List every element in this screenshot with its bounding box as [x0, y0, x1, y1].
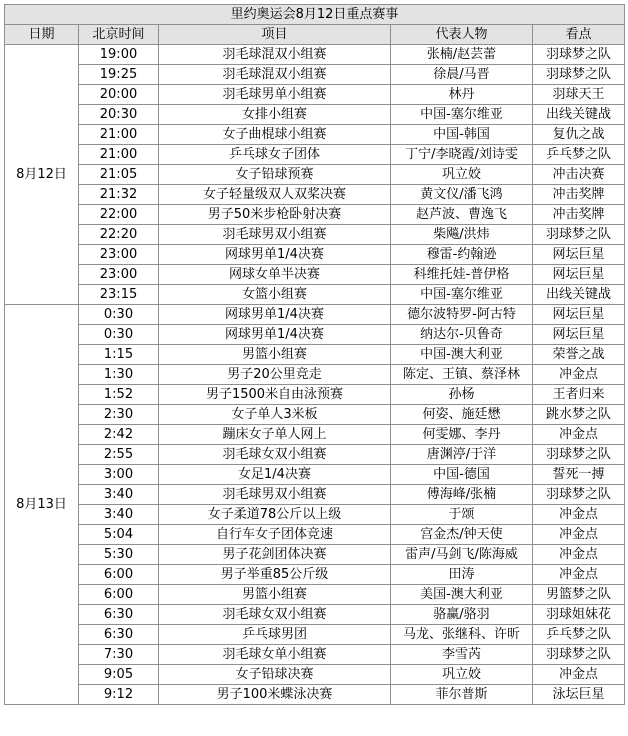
table-row	[5, 165, 625, 185]
time-cell: 22:00	[79, 205, 159, 225]
table-row	[5, 385, 625, 405]
table-row	[5, 325, 625, 345]
event-cell: 男子20公里竞走	[159, 365, 391, 385]
athletes-cell: 美国-澳大利亚	[391, 585, 533, 605]
athletes-cell: 傅海峰/张楠	[391, 485, 533, 505]
table-row	[5, 225, 625, 245]
header-row	[5, 25, 625, 45]
athletes-cell: 巩立姣	[391, 165, 533, 185]
event-cell: 男篮小组赛	[159, 585, 391, 605]
event-cell: 男子举重85公斤级	[159, 565, 391, 585]
event-cell: 男子50米步枪卧射决赛	[159, 205, 391, 225]
table-row	[5, 625, 625, 645]
event-cell: 女子轻量级双人双桨决赛	[159, 185, 391, 205]
highlight-cell: 男篮梦之队	[533, 585, 625, 605]
event-cell: 乒乓球男团	[159, 625, 391, 645]
table-row	[5, 245, 625, 265]
athletes-cell: 中国-德国	[391, 465, 533, 485]
highlight-cell: 羽球梦之队	[533, 485, 625, 505]
athletes-cell: 赵芦波、曹逸飞	[391, 205, 533, 225]
table-title: 里约奥运会8月12日重点赛事	[5, 5, 625, 25]
event-cell: 羽毛球女双小组赛	[159, 445, 391, 465]
highlight-cell: 冲击奖牌	[533, 205, 625, 225]
time-cell: 22:20	[79, 225, 159, 245]
time-cell: 6:30	[79, 605, 159, 625]
table-row	[5, 685, 625, 705]
athletes-cell: 中国-塞尔维亚	[391, 285, 533, 305]
table-row	[5, 345, 625, 365]
event-cell: 自行车女子团体竞速	[159, 525, 391, 545]
column-header-date: 日期	[5, 25, 79, 45]
highlight-cell: 出线关键战	[533, 285, 625, 305]
time-cell: 20:00	[79, 85, 159, 105]
table-row	[5, 105, 625, 125]
athletes-cell: 中国-塞尔维亚	[391, 105, 533, 125]
athletes-cell: 丁宁/李晓霞/刘诗雯	[391, 145, 533, 165]
athletes-cell: 穆雷-约翰逊	[391, 245, 533, 265]
highlight-cell: 羽球梦之队	[533, 65, 625, 85]
schedule-table	[4, 4, 625, 705]
table-row	[5, 545, 625, 565]
time-cell: 19:00	[79, 45, 159, 65]
event-cell: 女子铅球决赛	[159, 665, 391, 685]
event-cell: 网球男单1/4决赛	[159, 325, 391, 345]
date-cell: 8月12日	[5, 45, 79, 305]
highlight-cell: 王者归来	[533, 385, 625, 405]
highlight-cell: 羽球天王	[533, 85, 625, 105]
table-row	[5, 125, 625, 145]
athletes-cell: 黄文仪/潘飞鸿	[391, 185, 533, 205]
event-cell: 羽毛球混双小组赛	[159, 65, 391, 85]
column-header-athletes: 代表人物	[391, 25, 533, 45]
time-cell: 6:30	[79, 625, 159, 645]
table-row	[5, 305, 625, 325]
event-cell: 羽毛球女单小组赛	[159, 645, 391, 665]
time-cell: 7:30	[79, 645, 159, 665]
athletes-cell: 陈定、王镇、蔡泽林	[391, 365, 533, 385]
highlight-cell: 羽球梦之队	[533, 445, 625, 465]
column-header-event: 项目	[159, 25, 391, 45]
event-cell: 女足1/4决赛	[159, 465, 391, 485]
event-cell: 男子1500米自由泳预赛	[159, 385, 391, 405]
column-header-highlight: 看点	[533, 25, 625, 45]
table-row	[5, 445, 625, 465]
time-cell: 1:52	[79, 385, 159, 405]
highlight-cell: 羽球梦之队	[533, 225, 625, 245]
time-cell: 3:40	[79, 505, 159, 525]
event-cell: 羽毛球男双小组赛	[159, 485, 391, 505]
table-row	[5, 425, 625, 445]
athletes-cell: 林丹	[391, 85, 533, 105]
highlight-cell: 冲金点	[533, 565, 625, 585]
event-cell: 蹦床女子单人网上	[159, 425, 391, 445]
highlight-cell: 乒乓梦之队	[533, 625, 625, 645]
highlight-cell: 冲金点	[533, 545, 625, 565]
table-row	[5, 505, 625, 525]
event-cell: 羽毛球混双小组赛	[159, 45, 391, 65]
highlight-cell: 冲金点	[533, 505, 625, 525]
highlight-cell: 冲金点	[533, 425, 625, 445]
time-cell: 0:30	[79, 305, 159, 325]
event-cell: 男篮小组赛	[159, 345, 391, 365]
table-row	[5, 585, 625, 605]
event-cell: 网球男单1/4决赛	[159, 245, 391, 265]
table-row	[5, 665, 625, 685]
highlight-cell: 荣誉之战	[533, 345, 625, 365]
table-row	[5, 365, 625, 385]
time-cell: 9:12	[79, 685, 159, 705]
highlight-cell: 冲金点	[533, 665, 625, 685]
table-row	[5, 185, 625, 205]
highlight-cell: 羽球梦之队	[533, 45, 625, 65]
time-cell: 20:30	[79, 105, 159, 125]
title-row	[5, 5, 625, 25]
highlight-cell: 冲金点	[533, 365, 625, 385]
time-cell: 6:00	[79, 585, 159, 605]
highlight-cell: 网坛巨星	[533, 325, 625, 345]
time-cell: 19:25	[79, 65, 159, 85]
table-row	[5, 465, 625, 485]
time-cell: 21:00	[79, 125, 159, 145]
athletes-cell: 唐渊渟/于洋	[391, 445, 533, 465]
highlight-cell: 冲击决赛	[533, 165, 625, 185]
highlight-cell: 出线关键战	[533, 105, 625, 125]
event-cell: 女子铅球预赛	[159, 165, 391, 185]
athletes-cell: 宫金杰/钟天使	[391, 525, 533, 545]
athletes-cell: 菲尔普斯	[391, 685, 533, 705]
athletes-cell: 科维托娃-普伊格	[391, 265, 533, 285]
highlight-cell: 网坛巨星	[533, 245, 625, 265]
athletes-cell: 徐晨/马晋	[391, 65, 533, 85]
event-cell: 羽毛球男双小组赛	[159, 225, 391, 245]
athletes-cell: 张楠/赵芸蕾	[391, 45, 533, 65]
highlight-cell: 誓死一搏	[533, 465, 625, 485]
table-row	[5, 565, 625, 585]
athletes-cell: 中国-韩国	[391, 125, 533, 145]
event-cell: 女子曲棍球小组赛	[159, 125, 391, 145]
highlight-cell: 冲击奖牌	[533, 185, 625, 205]
athletes-cell: 何姿、施廷懋	[391, 405, 533, 425]
table-row	[5, 405, 625, 425]
time-cell: 23:00	[79, 265, 159, 285]
event-cell: 羽毛球女双小组赛	[159, 605, 391, 625]
time-cell: 2:55	[79, 445, 159, 465]
time-cell: 21:05	[79, 165, 159, 185]
highlight-cell: 羽球梦之队	[533, 645, 625, 665]
event-cell: 女子柔道78公斤以上级	[159, 505, 391, 525]
table-row	[5, 525, 625, 545]
athletes-cell: 巩立姣	[391, 665, 533, 685]
column-header-time: 北京时间	[79, 25, 159, 45]
athletes-cell: 孙杨	[391, 385, 533, 405]
highlight-cell: 泳坛巨星	[533, 685, 625, 705]
highlight-cell: 跳水梦之队	[533, 405, 625, 425]
athletes-cell: 于颂	[391, 505, 533, 525]
date-cell: 8月13日	[5, 305, 79, 705]
athletes-cell: 田涛	[391, 565, 533, 585]
athletes-cell: 纳达尔-贝鲁奇	[391, 325, 533, 345]
event-cell: 网球女单半决赛	[159, 265, 391, 285]
event-cell: 女排小组赛	[159, 105, 391, 125]
athletes-cell: 马龙、张继科、许昕	[391, 625, 533, 645]
athletes-cell: 柴飚/洪炜	[391, 225, 533, 245]
time-cell: 21:00	[79, 145, 159, 165]
time-cell: 2:30	[79, 405, 159, 425]
table-row	[5, 645, 625, 665]
event-cell: 男子花剑团体决赛	[159, 545, 391, 565]
highlight-cell: 网坛巨星	[533, 265, 625, 285]
event-cell: 网球男单1/4决赛	[159, 305, 391, 325]
event-cell: 乒乓球女子团体	[159, 145, 391, 165]
event-cell: 女篮小组赛	[159, 285, 391, 305]
table-row	[5, 45, 625, 65]
table-row	[5, 285, 625, 305]
time-cell: 3:40	[79, 485, 159, 505]
table-row	[5, 205, 625, 225]
time-cell: 9:05	[79, 665, 159, 685]
table-row	[5, 145, 625, 165]
athletes-cell: 何雯娜、李丹	[391, 425, 533, 445]
time-cell: 1:30	[79, 365, 159, 385]
athletes-cell: 德尔波特罗-阿古特	[391, 305, 533, 325]
time-cell: 0:30	[79, 325, 159, 345]
event-cell: 羽毛球男单小组赛	[159, 85, 391, 105]
athletes-cell: 李雪芮	[391, 645, 533, 665]
table-row	[5, 65, 625, 85]
table-row	[5, 485, 625, 505]
athletes-cell: 雷声/马剑飞/陈海威	[391, 545, 533, 565]
highlight-cell: 羽球姐妹花	[533, 605, 625, 625]
time-cell: 3:00	[79, 465, 159, 485]
event-cell: 男子100米蝶泳决赛	[159, 685, 391, 705]
table-row	[5, 265, 625, 285]
highlight-cell: 复仇之战	[533, 125, 625, 145]
athletes-cell: 骆赢/骆羽	[391, 605, 533, 625]
athletes-cell: 中国-澳大利亚	[391, 345, 533, 365]
highlight-cell: 乒乓梦之队	[533, 145, 625, 165]
table-row	[5, 85, 625, 105]
event-cell: 女子单人3米板	[159, 405, 391, 425]
time-cell: 23:15	[79, 285, 159, 305]
highlight-cell: 冲金点	[533, 525, 625, 545]
time-cell: 2:42	[79, 425, 159, 445]
time-cell: 1:15	[79, 345, 159, 365]
table-row	[5, 605, 625, 625]
time-cell: 23:00	[79, 245, 159, 265]
time-cell: 5:04	[79, 525, 159, 545]
time-cell: 6:00	[79, 565, 159, 585]
time-cell: 21:32	[79, 185, 159, 205]
highlight-cell: 网坛巨星	[533, 305, 625, 325]
time-cell: 5:30	[79, 545, 159, 565]
schedule-body	[5, 45, 625, 705]
